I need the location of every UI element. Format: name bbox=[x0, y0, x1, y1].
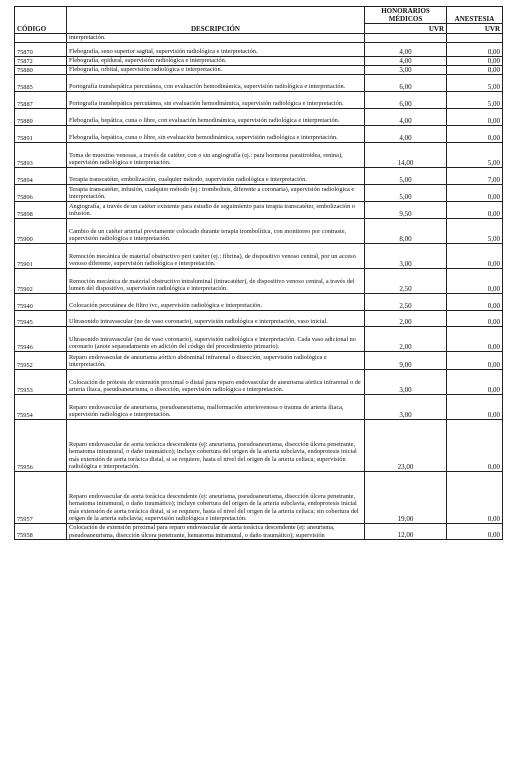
procedure-code: 75945 bbox=[15, 311, 67, 327]
table-row bbox=[15, 370, 503, 395]
table-row bbox=[15, 311, 503, 327]
procedure-code: 75872 bbox=[15, 57, 67, 66]
table-row bbox=[15, 34, 503, 43]
table-row bbox=[15, 524, 503, 540]
anestesia-value: 0,00 bbox=[447, 472, 503, 524]
procedure-description: Colocación percutánea de filtro ivc, supervisión radiológica e interpretación. bbox=[67, 294, 365, 311]
table-row bbox=[15, 219, 503, 244]
table-row bbox=[15, 352, 503, 370]
anestesia-value: 0,00 bbox=[447, 202, 503, 219]
procedure-code: 75887 bbox=[15, 92, 67, 109]
honorarios-value: 23,00 bbox=[365, 420, 447, 472]
table-row bbox=[15, 202, 503, 219]
procedure-code: 75958 bbox=[15, 524, 67, 540]
honorarios-value: 3,00 bbox=[365, 395, 447, 420]
honorarios-value: 4,00 bbox=[365, 43, 447, 57]
procedure-code: 75893 bbox=[15, 143, 67, 168]
procedure-code: 75957 bbox=[15, 472, 67, 524]
procedure-code: 75902 bbox=[15, 269, 67, 294]
header-anestesia: ANESTESIA bbox=[447, 7, 503, 24]
anestesia-value: 0,00 bbox=[447, 420, 503, 472]
anestesia-value: 0,00 bbox=[447, 244, 503, 269]
table-row bbox=[15, 66, 503, 75]
procedure-code: 75956 bbox=[15, 420, 67, 472]
procedure-description: Flebografía, seno superior sagital, supervisión radiológica e interpretación. bbox=[67, 43, 365, 57]
honorarios-value: 3,00 bbox=[365, 370, 447, 395]
tariff-table bbox=[14, 6, 503, 540]
table-row bbox=[15, 327, 503, 352]
anestesia-value: 5,00 bbox=[447, 143, 503, 168]
procedure-description: Toma de muestras venosas, a través de catéter, con o sin angiografía (ej.: para hormona paratiroidea, renina), supervisión radiológica e interpretación. bbox=[67, 143, 365, 168]
anestesia-value: 7,00 bbox=[447, 168, 503, 185]
honorarios-value: 3,00 bbox=[365, 244, 447, 269]
table-row bbox=[15, 185, 503, 202]
table-row bbox=[15, 92, 503, 109]
honorarios-value: 3,00 bbox=[365, 66, 447, 75]
procedure-description: Reparo endovascular de aneurisma aórtico abdominal infrarenal o disección, supervisión radiológica e interpretación. bbox=[67, 352, 365, 370]
procedure-description: Flebografía, hepática, cuna o libre, con evaluación hemodinámica, supervisión radiológica e interpretación. bbox=[67, 109, 365, 126]
procedure-code: 75894 bbox=[15, 168, 67, 185]
table-row bbox=[15, 57, 503, 66]
honorarios-value: 9,00 bbox=[365, 352, 447, 370]
procedure-description: Colocación de extensión proximal para reparo endovascular de aorta torácica descendente (ej: aneurisma, pseudoaneurisma, disección úlcera penetrante, hematoma intramural, o daño traumático); supervisión bbox=[67, 524, 365, 540]
procedure-code bbox=[15, 34, 67, 43]
procedure-description: Terapia transcatéter, infusión, cualquier método (ej.: trombolisis, diferente a coronaria), supervisión radiológica e interpretación. bbox=[67, 185, 365, 202]
honorarios-value: 9,50 bbox=[365, 202, 447, 219]
procedure-code: 75891 bbox=[15, 126, 67, 143]
anestesia-value: 0,00 bbox=[447, 66, 503, 75]
header-uvr-honorarios: UVR bbox=[365, 24, 447, 34]
anestesia-value: 0,00 bbox=[447, 43, 503, 57]
procedure-code: 75870 bbox=[15, 43, 67, 57]
honorarios-value: 2,50 bbox=[365, 269, 447, 294]
anestesia-value: 0,00 bbox=[447, 126, 503, 143]
procedure-code: 75896 bbox=[15, 185, 67, 202]
procedure-description: interpretación. bbox=[67, 34, 365, 43]
procedure-code: 75946 bbox=[15, 327, 67, 352]
anestesia-value: 0,00 bbox=[447, 294, 503, 311]
honorarios-value bbox=[365, 34, 447, 43]
procedure-code: 75898 bbox=[15, 202, 67, 219]
anestesia-value: 0,00 bbox=[447, 395, 503, 420]
header-codigo: CÓDIGO bbox=[15, 7, 67, 34]
table-row bbox=[15, 395, 503, 420]
anestesia-value: 5,00 bbox=[447, 219, 503, 244]
table-row bbox=[15, 143, 503, 168]
anestesia-value: 0,00 bbox=[447, 185, 503, 202]
procedure-description: Ultrasonido intravascular (no de vaso coronario), supervisión radiológica e interpretación, vaso inicial. bbox=[67, 311, 365, 327]
anestesia-value: 5,00 bbox=[447, 75, 503, 92]
anestesia-value: 0,00 bbox=[447, 524, 503, 540]
honorarios-value: 4,00 bbox=[365, 57, 447, 66]
honorarios-value: 12,00 bbox=[365, 524, 447, 540]
honorarios-value: 19,00 bbox=[365, 472, 447, 524]
procedure-code: 75901 bbox=[15, 244, 67, 269]
procedure-description: Reparo endovascular de aorta torácica descendente (ej: aneurisma, pseudoaneurisma, disección úlcera penetrante, hematoma intramural, o daño traumático); incluye cobertura del origen de la arteria subclavia, endoprotesis inicial más extensión de aorta torácica distal, si se requiere, hasta el nivel del origen de la arteria celiaca; sin cobertura del origen de la arteria subclavia; supervisión radiológica e interpretación. bbox=[67, 472, 365, 524]
honorarios-value: 2,50 bbox=[365, 294, 447, 311]
honorarios-value: 6,00 bbox=[365, 75, 447, 92]
procedure-code: 75953 bbox=[15, 370, 67, 395]
procedure-description: Reparo endovascular de aneurisma, pseudoaneurisma, malformación arteriovenosa o trauma de arteria iliaca, supervisión radiológica e interpretación. bbox=[67, 395, 365, 420]
anestesia-value: 0,00 bbox=[447, 327, 503, 352]
procedure-code: 75952 bbox=[15, 352, 67, 370]
procedure-description: Flebografía, epidural, supervisión radiológica e interpretación. bbox=[67, 57, 365, 66]
table-row bbox=[15, 472, 503, 524]
anestesia-value: 5,00 bbox=[447, 92, 503, 109]
procedure-code: 75940 bbox=[15, 294, 67, 311]
honorarios-value: 8,00 bbox=[365, 219, 447, 244]
procedure-code: 75885 bbox=[15, 75, 67, 92]
procedure-description: Portografía transhepática percutánea, con evaluación hemodinámica, supervisión radiológica e interpretación. bbox=[67, 75, 365, 92]
procedure-description: Colocación de prótesis de extensión proximal o distal para reparo endovascular de aneurisma aórtica infrarenal o de arteria iliaca, pseudoaneurisma, o disección, supervisión radiológica e interpretación. bbox=[67, 370, 365, 395]
procedure-description: Portografía transhepática percutánea, sin evaluación hemodinámica, supervisión radiológica e interpretación. bbox=[67, 92, 365, 109]
procedure-description: Reparo endovascular de aorta torácica descendente (ej: aneurisma, pseudoaneurisma, disección úlcera penetrante, hematoma intramural, o daño traumático); incluye cobertura del origen de la arteria subclavia, endoprotesis inicial más extensión de aorta torácica distal, si se requiere, hasta el nivel del origen de la arteria celiaca; supervisión radiológica e interpretación. bbox=[67, 420, 365, 472]
header-descripcion: DESCRIPCIÓN bbox=[67, 7, 365, 34]
procedure-description: Flebografía, orbital, supervisión radiológica e interpretación. bbox=[67, 66, 365, 75]
procedure-code: 75900 bbox=[15, 219, 67, 244]
procedure-description: Angiografía, a través de un catéter existente para estudio de seguimiento para terapia transcatéter, embolización o infusión. bbox=[67, 202, 365, 219]
table-row bbox=[15, 244, 503, 269]
procedure-description: Remoción mecánica de material obstructivo intraluminal (intracatéter), de dispositivo venoso central, a través del lumen del dispositivo, supervisión radiológica e interpretación. bbox=[67, 269, 365, 294]
honorarios-value: 5,00 bbox=[365, 168, 447, 185]
honorarios-value: 14,00 bbox=[365, 143, 447, 168]
anestesia-value bbox=[447, 34, 503, 43]
table-row bbox=[15, 43, 503, 57]
procedure-description: Terapia transcatéter, embolización, cualquier método, supervisión radiológica e interpretación. bbox=[67, 168, 365, 185]
procedure-description: Ultrasonido intravascular (no de vaso coronario), supervisión radiológica e interpretación. Cada vaso adicional no coronario (anote separadamente en adición del código del procedimiento primario). bbox=[67, 327, 365, 352]
honorarios-value: 5,00 bbox=[365, 185, 447, 202]
table-row bbox=[15, 168, 503, 185]
anestesia-value: 0,00 bbox=[447, 311, 503, 327]
procedure-description: Flebografía, hepática, cuna o libre, sin evaluación hemodinámica, supervisión radiológica e interpretación. bbox=[67, 126, 365, 143]
table-row bbox=[15, 109, 503, 126]
procedure-description: Remoción mecánica de material obstructivo peri catéter (ej.: fibrina), de dispositivo venoso central, por un acceso venoso diferente, supervisión radiológica e interpretación. bbox=[67, 244, 365, 269]
procedure-code: 75954 bbox=[15, 395, 67, 420]
anestesia-value: 0,00 bbox=[447, 109, 503, 126]
anestesia-value: 0,00 bbox=[447, 370, 503, 395]
anestesia-value: 0,00 bbox=[447, 352, 503, 370]
procedure-description: Cambio de un catéter arterial previamente colocado durante terapia trombolítica, con monitoreo por contraste, supervisión radiológica e interpretación. bbox=[67, 219, 365, 244]
honorarios-value: 4,00 bbox=[365, 126, 447, 143]
table-row bbox=[15, 126, 503, 143]
honorarios-value: 4,00 bbox=[365, 109, 447, 126]
procedure-code: 75880 bbox=[15, 66, 67, 75]
table-row bbox=[15, 75, 503, 92]
table-row bbox=[15, 420, 503, 472]
honorarios-value: 6,00 bbox=[365, 92, 447, 109]
anestesia-value: 0,00 bbox=[447, 57, 503, 66]
header-uvr-anestesia: UVR bbox=[447, 24, 503, 34]
anestesia-value: 0,00 bbox=[447, 269, 503, 294]
honorarios-value: 2,00 bbox=[365, 327, 447, 352]
procedure-code: 75889 bbox=[15, 109, 67, 126]
table-row bbox=[15, 294, 503, 311]
table-row bbox=[15, 269, 503, 294]
header-honorarios: HONORARIOS MÉDICOS bbox=[365, 7, 447, 24]
honorarios-value: 2,00 bbox=[365, 311, 447, 327]
